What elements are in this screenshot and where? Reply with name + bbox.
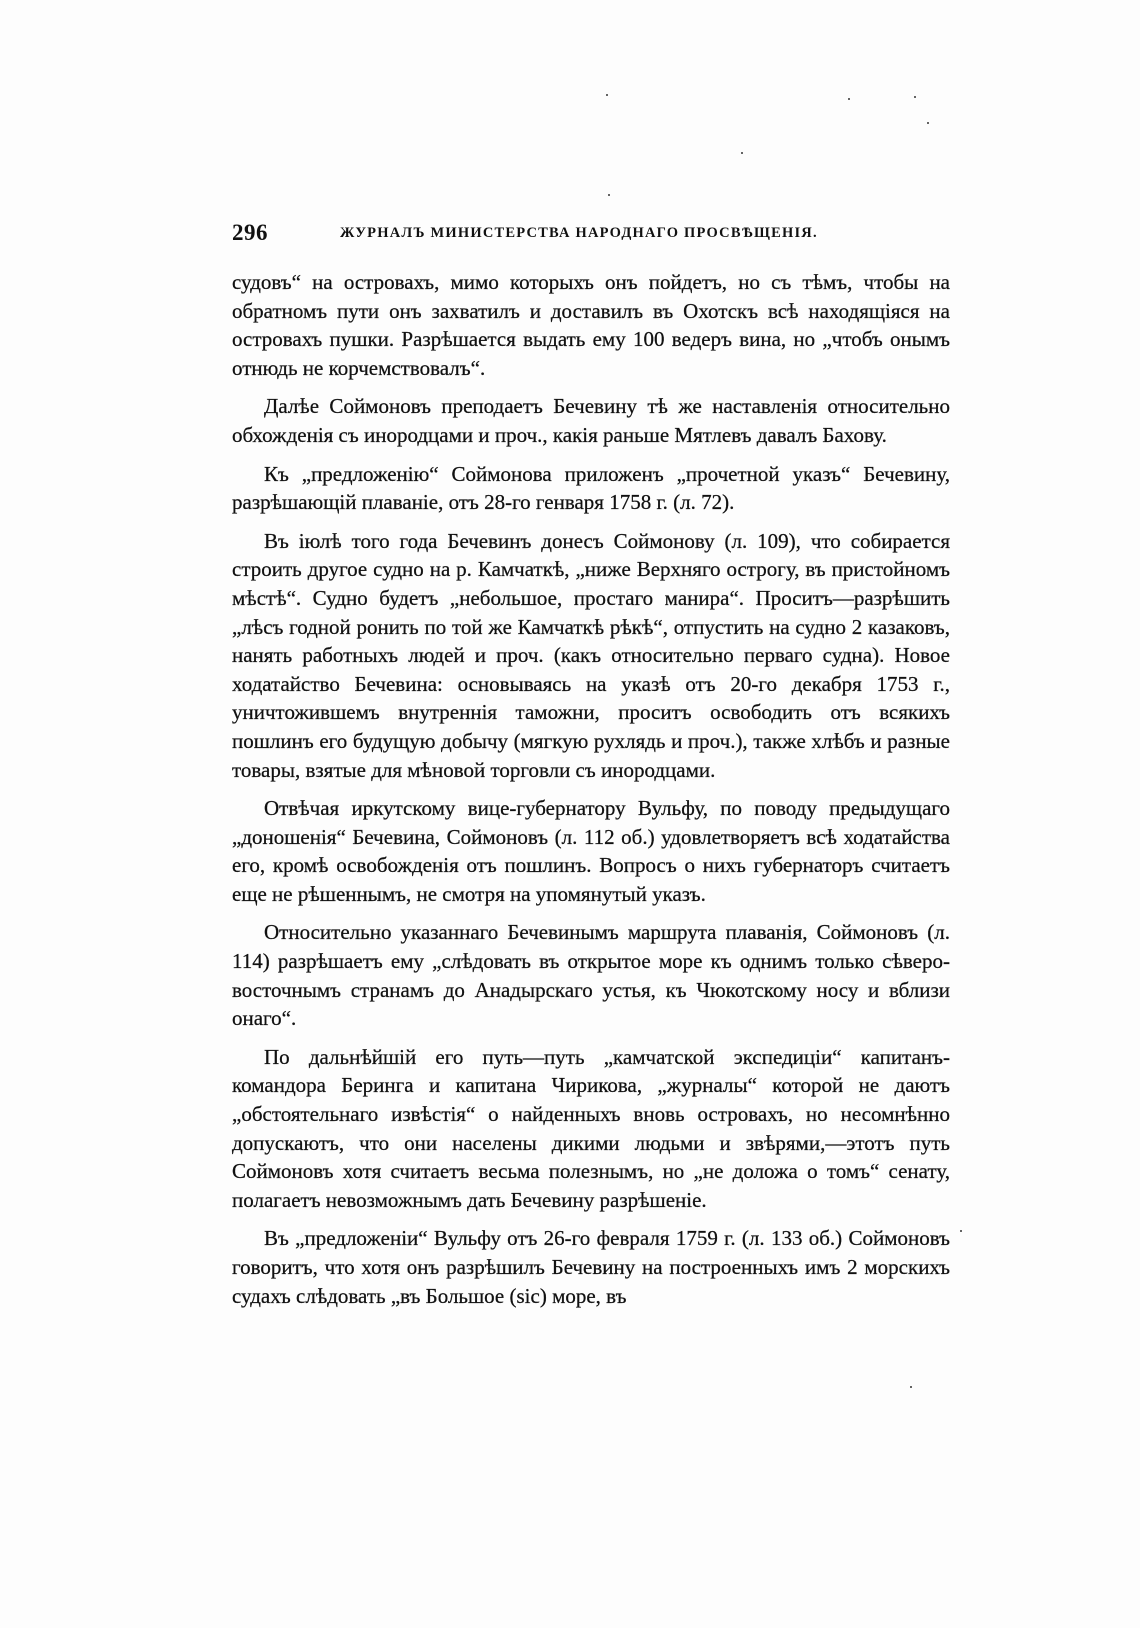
scan-speck xyxy=(914,96,916,98)
paragraph: Отвѣчая иркутскому вице-губернатору Вульфу, по поводу предыдущаго „доношенія“ Бечевина, Соймоновъ (л. 112 об.) удовлетворяетъ всѣ ходатайства его, кромѣ освобожденія отъ пошлинъ. Вопросъ о нихъ губернаторъ считаетъ еще не рѣшеннымъ, не смотря на упомянутый указъ. xyxy=(232,796,950,906)
paragraph: Въ іюлѣ того года Бечевинъ донесъ Соймонову (л. 109), что собирается строить другое судно на р. Камчаткѣ, „ниже Верхняго острогу, въ пристойномъ мѣстѣ“. Судно будетъ „небольшое, простаго манира“. Проситъ—разрѣшить „лѣсъ годной ронить по той же Камчаткѣ рѣкѣ“, отпустить на судно 2 казаковъ, нанять работныхъ людей и проч. (какъ относительно перваго судна). Новое ходатайство Бечевина: основываясь на указѣ отъ 20-го декабря 1753 г., уничтожившемъ внутреннія таможни, проситъ освободить отъ всякихъ пошлинъ его будущую добычу (мягкую рухлядь и проч.), также хлѣбъ и разные товары, взятые для мѣновой торговли съ инородцами. xyxy=(232,528,950,782)
paragraph: По дальнѣйшій его путь—путь „камчатской экспедиціи“ капитанъ-командора Беринга и капитана Чирикова, „журналы“ которой не даютъ „обстоятельнаго извѣстія“ о найденныхъ вновь островахъ, но несомнѣнно допускаютъ, что они населены дикими людьми и звѣрями,—этотъ путь Соймоновъ хотя считаетъ весьма полезнымъ, но „не доложа о томъ“ сенату, полагаетъ невозможнымъ дать Бечевину разрѣшеніе. xyxy=(232,1044,950,1212)
scan-speck xyxy=(848,98,850,100)
running-title: ЖУРНАЛЪ МИНИСТЕРСТВА НАРОДНАГО ПРОСВѢЩЕНІЯ. xyxy=(340,225,818,241)
paragraph: Относительно указаннаго Бечевинымъ маршрута плаванія, Соймоновъ (л. 114) разрѣшаетъ ему „слѣдовать въ открытое море къ однимъ только сѣверо-восточнымъ странамъ до Анадырскаго устья, къ Чюкотскому носу и вблизи онаго“. xyxy=(232,920,950,1031)
page-number: 296 xyxy=(232,220,268,245)
scan-speck xyxy=(927,122,929,124)
page-header xyxy=(232,220,950,250)
paragraph: судовъ“ на островахъ, мимо которыхъ онъ пойдетъ, но съ тѣмъ, чтобы на обратномъ пути онъ захватилъ и доставилъ въ Охотскъ всѣ находящіяся на островахъ пушки. Разрѣшается выдать ему 100 ведеръ вина, но „чтобъ онымъ отнюдь не корчемствовалъ“. xyxy=(232,270,950,380)
scan-speck xyxy=(741,152,743,154)
paragraph: Далѣе Соймоновъ преподаетъ Бечевину тѣ же наставленія относительно обхожденія съ инородцами и проч., какія раньше Мятлевъ давалъ Бахову. xyxy=(232,394,950,447)
body-text xyxy=(232,268,950,1320)
paragraph: Къ „предложенію“ Соймонова приложенъ „прочетной указъ“ Бечевину, разрѣшающій плаваніе, отъ 28-го генваря 1758 г. (л. 72). xyxy=(232,461,950,515)
paragraph: Въ „предложеніи“ Вульфу отъ 26-го февраля 1759 г. (л. 133 об.) Соймоновъ говоритъ, что хотя онъ разрѣшилъ Бечевину на построенныхъ имъ 2 морскихъ судахъ слѣдовать „въ Большое (sic) море, въ xyxy=(232,1226,950,1308)
scan-speck xyxy=(606,94,608,96)
scan-speck xyxy=(910,1386,912,1388)
scan-speck xyxy=(608,194,610,196)
scan-speck xyxy=(960,1230,962,1232)
